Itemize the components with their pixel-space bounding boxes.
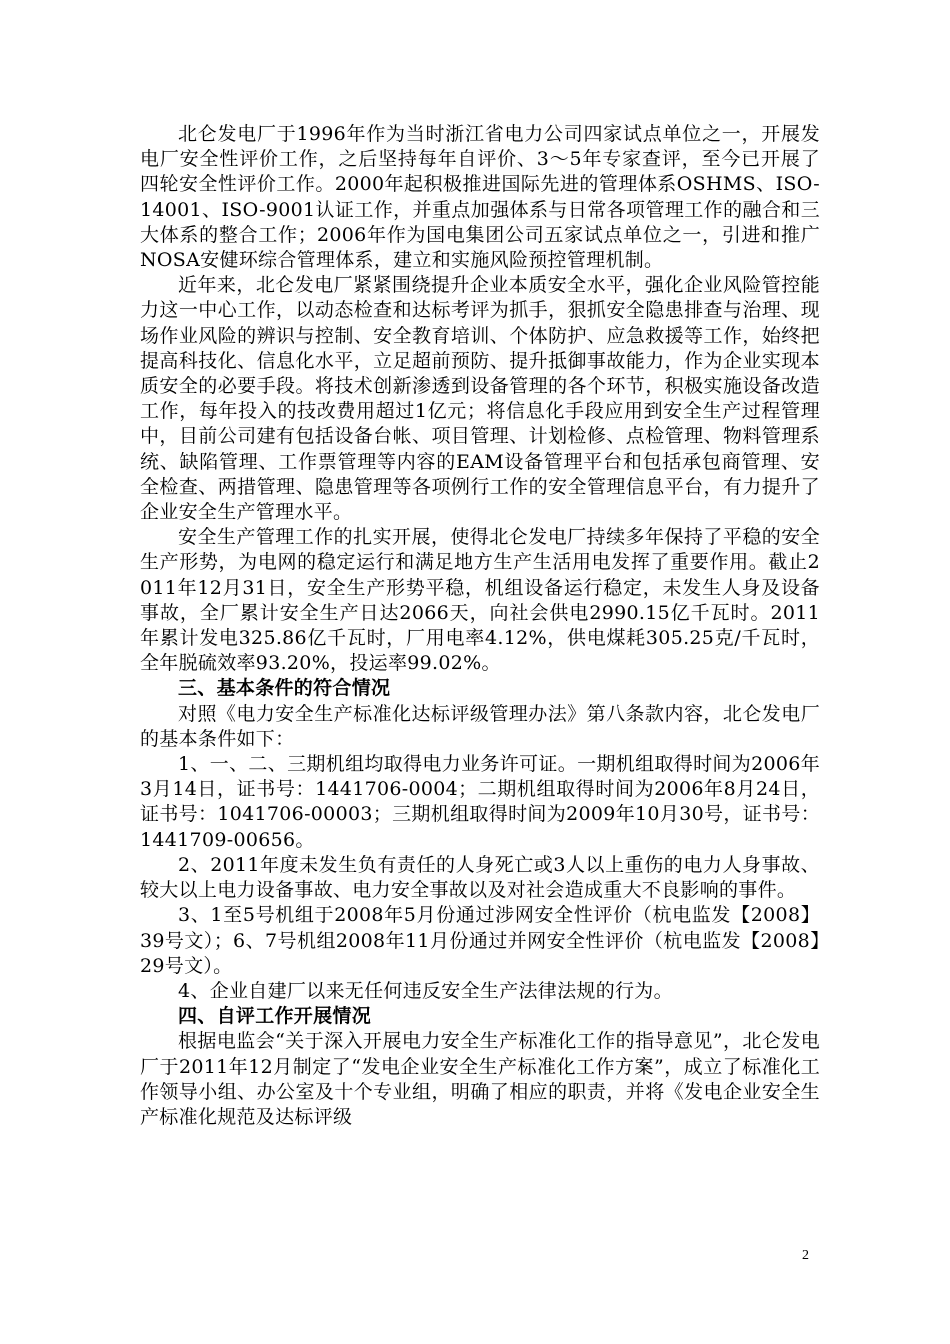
paragraph-self-evaluation: 根据电监会“关于深入开展电力安全生产标准化工作的指导意见”，北仑发电厂于2011年12月制定了“发电企业安全生产标准化工作方案”，成立了标准化工作领导小组、办公室及十个专业组，明确了相应的职责，并将《发电企业安全生产标准化规范及达标评级: [140, 1030, 820, 1128]
paragraph-basic-conditions-intro: 对照《电力安全生产标准化达标评级管理办法》第八条款内容，北仑发电厂的基本条件如下：: [140, 702, 820, 750]
section-heading-basic-conditions: 三、基本条件的符合情况: [178, 677, 391, 700]
list-item-condition-1: 1、一、二、三期机组均取得电力业务许可证。一期机组取得时间为2006年3月14日，证书号：1441706-0004；二期机组取得时间为2006年8月24日，证书号：1041706-00003；三期机组取得时间为2009年10月30号，证书号：1441709-00656。: [140, 753, 820, 851]
paragraph-safety-evaluation-history: 北仑发电厂于1996年作为当时浙江省电力公司四家试点单位之一，开展发电厂安全性评价工作，之后坚持每年自评价、3～5年专家查评，至今已开展了四轮安全性评价工作。2000年起积极推进国际先进的管理体系OSHMS、ISO-14001、ISO-9001认证工作，并重点加强体系与日常各项管理工作的融合和三大体系的整合工作；2006年作为国电集团公司五家试点单位之一，引进和推广NOSA安健环综合管理体系，建立和实施风险预控管理机制。: [140, 123, 820, 272]
list-item-condition-2: 2、2011年度未发生负有责任的人身死亡或3人以上重伤的电力人身事故、较大以上电力设备事故、电力安全事故以及对社会造成重大不良影响的事件。: [140, 853, 820, 902]
paragraph-production-results: 安全生产管理工作的扎实开展，使得北仑发电厂持续多年保持了平稳的安全生产形势，为电网的稳定运行和满足地方生产生活用电发挥了重要作用。截止2011年12月31日，安全生产形势平稳，机组设备运行稳定，未发生人身及设备事故，全厂累计安全生产日达2066天，向社会供电2990.15亿千瓦时。2011年累计发电325.86亿千瓦时，厂用电率4.12%，供电煤耗305.25克/千瓦时，全年脱硫效率93.20%，投运率99.02%。: [140, 526, 820, 675]
document-body: [140, 122, 820, 1130]
list-item-condition-3: 3、1至5号机组于2008年5月份通过涉网安全性评价（杭电监发【2008】39号文）；6、7号机组2008年11月份通过并网安全性评价（杭电监发【2008】29号文）。: [140, 904, 820, 977]
page-number: 2: [802, 1248, 809, 1263]
section-heading-self-evaluation: 四、自评工作开展情况: [178, 1005, 372, 1028]
paragraph-recent-safety-work: 近年来，北仑发电厂紧紧围绕提升企业本质安全水平，强化企业风险管控能力这一中心工作，以动态检查和达标考评为抓手，狠抓安全隐患排查与治理、现场作业风险的辨识与控制、安全教育培训、个体防护、应急救援等工作，始终把提高科技化、信息化水平，立足超前预防、提升抵御事故能力，作为企业实现本质安全的必要手段。将技术创新渗透到设备管理的各个环节，积极实施设备改造工作，每年投入的技改费用超过1亿元；将信息化手段应用到安全生产过程管理中，目前公司建有包括设备台帐、项目管理、计划检修、点检管理、物料管理系统、缺陷管理、工作票管理等内容的EAM设备管理平台和包括承包商管理、安全检查、两措管理、隐患管理等各项例行工作的安全管理信息平台，有力提升了企业安全生产管理水平。: [140, 274, 820, 524]
list-item-condition-4: 4、企业自建厂以来无任何违反安全生产法律法规的行为。: [178, 979, 673, 1002]
